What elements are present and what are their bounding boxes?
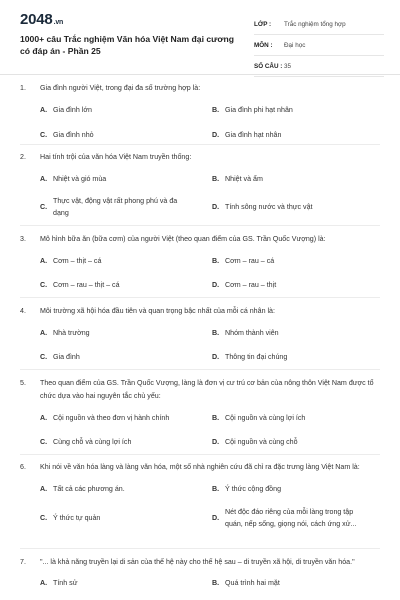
option-letter: A.: [40, 257, 48, 265]
option-letter: A.: [40, 329, 48, 337]
option-text: Ý thức cộng đồng: [225, 485, 282, 493]
question-6: [20, 461, 380, 539]
question-5: [20, 377, 380, 458]
option-d[interactable]: [212, 280, 372, 292]
option-letter: A.: [40, 106, 48, 114]
question-text: [20, 233, 380, 246]
option-text: Cội nguồn và cùng lợi ích: [225, 414, 306, 422]
option-a[interactable]: [40, 256, 200, 268]
option-letter: D.: [212, 353, 220, 361]
question-text: [20, 151, 380, 164]
meta-row-count: [254, 56, 384, 77]
question-text: [20, 305, 380, 318]
divider: [20, 369, 380, 370]
options: [20, 574, 380, 594]
question-body: Theo quan điểm của GS. Trần Quốc Vượng, làng là đơn vị cư trú cơ bản của nông thôn Việt Nam được tổ chức dựa vào hai nguyên tắc chủ yếu:: [40, 379, 374, 400]
divider: [20, 144, 380, 145]
divider: [20, 225, 380, 226]
option-letter: A.: [40, 485, 48, 493]
option-text: Ý thức tự quản: [53, 514, 101, 522]
option-text: Gia đình lớn: [53, 106, 92, 114]
option-text: Gia đình: [53, 353, 80, 361]
option-letter: C.: [40, 131, 48, 139]
site-logo[interactable]: [20, 11, 63, 28]
option-d[interactable]: [212, 352, 372, 364]
option-letter: B.: [212, 106, 220, 114]
option-d[interactable]: [212, 437, 372, 449]
options: [20, 169, 380, 229]
option-a[interactable]: [40, 413, 200, 425]
option-text: Thông tin đại chúng: [225, 353, 288, 361]
option-a[interactable]: [40, 328, 200, 340]
option-c[interactable]: [40, 130, 200, 142]
question-body: "... là khả năng truyền lại di sản của thế hệ này cho thế hệ sau – di truyền xã hội, di truyền văn hóa.": [40, 558, 355, 566]
option-letter: B.: [212, 579, 220, 587]
options: [20, 251, 380, 301]
option-letter: C.: [40, 438, 48, 446]
option-text: Thực vật, động vật rất phong phú và đa dạng: [53, 197, 178, 217]
option-text: Cơm – rau – thịt – cá: [53, 281, 120, 289]
question-number: 1.: [20, 84, 26, 92]
option-d[interactable]: [212, 202, 372, 214]
options: [20, 408, 380, 458]
option-letter: D.: [212, 514, 220, 522]
options: [20, 479, 380, 539]
option-letter: D.: [212, 131, 220, 139]
option-text: Nét độc đáo riêng của mỗi làng trong tập quán, nếp sống, giọng nói, cách ứng xử...: [225, 508, 357, 528]
option-text: Gia đình nhỏ: [53, 131, 94, 139]
option-letter: B.: [212, 485, 220, 493]
option-text: Nhiệt và ẩm: [225, 175, 263, 183]
option-d[interactable]: [212, 130, 372, 142]
question-3: [20, 233, 380, 301]
option-c[interactable]: [40, 196, 190, 219]
meta-row-subject: [254, 35, 384, 56]
option-text: Tất cả các phương án.: [53, 485, 125, 493]
question-body: Môi trường xã hội hóa đầu tiên và quan trọng bậc nhất của mỗi cá nhân là:: [40, 307, 275, 315]
divider: [20, 548, 380, 549]
option-letter: B.: [212, 175, 220, 183]
option-a[interactable]: [40, 484, 200, 496]
meta-key: MÔN :: [254, 41, 273, 49]
option-text: Cơm – rau – cá: [225, 257, 275, 265]
question-1: [20, 82, 380, 150]
meta-row-class: [254, 14, 384, 35]
divider: [20, 297, 380, 298]
option-b[interactable]: [212, 484, 372, 496]
option-text: Nhiệt và gió mùa: [53, 175, 107, 183]
question-text: [20, 377, 380, 403]
option-letter: A.: [40, 414, 48, 422]
option-c[interactable]: [40, 280, 200, 292]
option-letter: A.: [40, 175, 48, 183]
option-text: Nhóm thành viên: [225, 329, 279, 337]
question-number: 2.: [20, 153, 26, 161]
option-a[interactable]: [40, 174, 200, 186]
option-text: Cơm – rau – thịt: [225, 281, 277, 289]
header: [0, 0, 400, 75]
divider: [20, 454, 380, 455]
meta-key: SỐ CÂU :: [254, 62, 283, 70]
option-text: Quá trình hai mặt: [225, 579, 280, 587]
option-b[interactable]: [212, 413, 372, 425]
question-4: [20, 305, 380, 373]
option-b[interactable]: [212, 105, 372, 117]
options: [20, 100, 380, 150]
option-b[interactable]: [212, 578, 372, 590]
option-letter: D.: [212, 203, 220, 211]
option-text: Tính sử: [53, 579, 78, 587]
option-letter: D.: [212, 438, 220, 446]
option-letter: C.: [40, 203, 48, 211]
question-text: [20, 461, 380, 474]
logo-text: 2048: [20, 11, 53, 28]
meta-value: 35: [284, 62, 292, 70]
option-text: Gia đình phi hạt nhân: [225, 106, 293, 114]
option-letter: D.: [212, 281, 220, 289]
option-d[interactable]: [212, 507, 372, 530]
question-number: 5.: [20, 379, 26, 387]
logo-suffix: .vn: [53, 19, 64, 26]
question-number: 6.: [20, 463, 26, 471]
meta-value: Trắc nghiệm tổng hợp: [284, 20, 346, 28]
option-b[interactable]: [212, 256, 372, 268]
meta-key: LỚP :: [254, 20, 272, 28]
option-b[interactable]: [212, 328, 372, 340]
option-text: Cội nguồn và cùng chỗ: [225, 438, 298, 446]
option-text: Tính sông nước và thực vật: [225, 203, 313, 211]
option-letter: B.: [212, 257, 220, 265]
option-a[interactable]: [40, 105, 200, 117]
question-text: [20, 556, 380, 569]
option-a[interactable]: [40, 578, 200, 590]
page-title: 1000+ câu Trắc nghiệm Văn hóa Việt Nam đại cương có đáp án - Phần 25: [20, 34, 234, 56]
option-text: Cội nguồn và theo đơn vị hành chính: [53, 414, 170, 422]
option-text: Gia đình hạt nhân: [225, 131, 282, 139]
option-c[interactable]: [40, 352, 200, 364]
question-number: 7.: [20, 558, 26, 566]
option-c[interactable]: [40, 513, 200, 525]
option-text: Cùng chỗ và cùng lợi ích: [53, 438, 132, 446]
option-c[interactable]: [40, 437, 200, 449]
question-number: 4.: [20, 307, 26, 315]
option-letter: C.: [40, 353, 48, 361]
option-b[interactable]: [212, 174, 372, 186]
question-body: Mô hình bữa ăn (bữa cơm) của người Việt (theo quan điểm của GS. Trần Quốc Vượng) là:: [40, 235, 326, 243]
option-letter: A.: [40, 579, 48, 587]
option-text: Cơm – thịt – cá: [53, 257, 102, 265]
option-letter: B.: [212, 414, 220, 422]
question-body: Khi nói về văn hóa làng và làng văn hóa, một số nhà nghiên cứu đã chỉ ra đặc trưng làng Việt Nam là:: [40, 463, 360, 471]
question-body: Hai tính trội của văn hóa Việt Nam truyền thống:: [40, 153, 192, 161]
meta-value: Đại học: [284, 41, 306, 49]
question-number: 3.: [20, 235, 26, 243]
meta-info: [254, 14, 384, 77]
options: [20, 323, 380, 373]
question-body: Gia đình người Việt, trong đại đa số trường hợp là:: [40, 84, 201, 92]
option-text: Nhà trường: [53, 329, 90, 337]
question-2: [20, 151, 380, 229]
question-7: [20, 556, 380, 594]
question-text: [20, 82, 380, 95]
option-letter: B.: [212, 329, 220, 337]
option-letter: C.: [40, 281, 48, 289]
option-letter: C.: [40, 514, 48, 522]
